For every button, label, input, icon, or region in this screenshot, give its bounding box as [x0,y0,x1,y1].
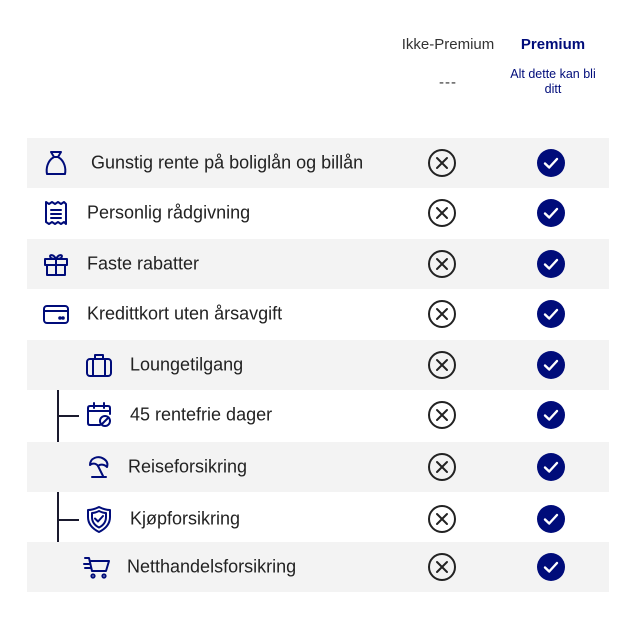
included-check-icon [536,504,566,534]
benefit-row-lounge [27,340,609,390]
shopping-cart-icon [82,552,112,582]
gift-icon [41,249,71,279]
benefit-label: Loungetilgang [130,354,244,375]
benefit-row-discounts [27,239,609,289]
included-check-icon [536,552,566,582]
benefit-label: Personlig rådgivning [87,202,251,223]
benefit-row-travel-insurance [27,442,609,492]
included-check-icon [536,198,566,228]
benefit-row-credit-card [27,289,609,339]
not-included-icon [427,249,457,279]
included-check-icon [536,452,566,482]
included-check-icon [536,400,566,430]
not-included-icon [427,148,457,178]
beach-umbrella-icon [84,452,114,482]
receipt-icon [41,198,71,228]
not-included-icon [427,198,457,228]
money-bag-icon [41,148,71,178]
benefit-row-online-shopping-insurance [27,542,609,592]
benefit-row-advice [27,188,609,238]
included-check-icon [536,249,566,279]
not-included-icon [427,299,457,329]
benefit-row-interest [27,138,609,188]
benefit-row-interest-free-days [27,390,609,440]
calendar-icon [84,400,114,430]
benefit-label: Kjøpforsikring [130,508,241,529]
suitcase-icon [84,350,114,380]
included-check-icon [536,148,566,178]
premium-subtitle: Alt dette kan bli ditt [510,67,596,96]
benefit-label: Gunstig rente på boliglån og billån [91,152,364,173]
benefit-label: Kredittkort uten årsavgift [87,303,283,324]
benefit-label: Reiseforsikring [128,456,248,477]
included-check-icon [536,350,566,380]
benefit-label: Faste rabatter [87,253,200,274]
header-premium: Premium [520,36,586,53]
non-premium-placeholder: --- [439,74,457,91]
not-included-icon [427,552,457,582]
shield-icon [84,504,114,534]
header-non-premium: Ikke-Premium [401,36,495,53]
benefit-row-purchase-insurance [27,494,609,544]
not-included-icon [427,350,457,380]
not-included-icon [427,452,457,482]
included-check-icon [536,299,566,329]
not-included-icon [427,504,457,534]
credit-card-icon [41,299,71,329]
benefit-label: Netthandelsforsikring [127,556,297,577]
benefit-label: 45 rentefrie dager [130,404,273,425]
not-included-icon [427,400,457,430]
